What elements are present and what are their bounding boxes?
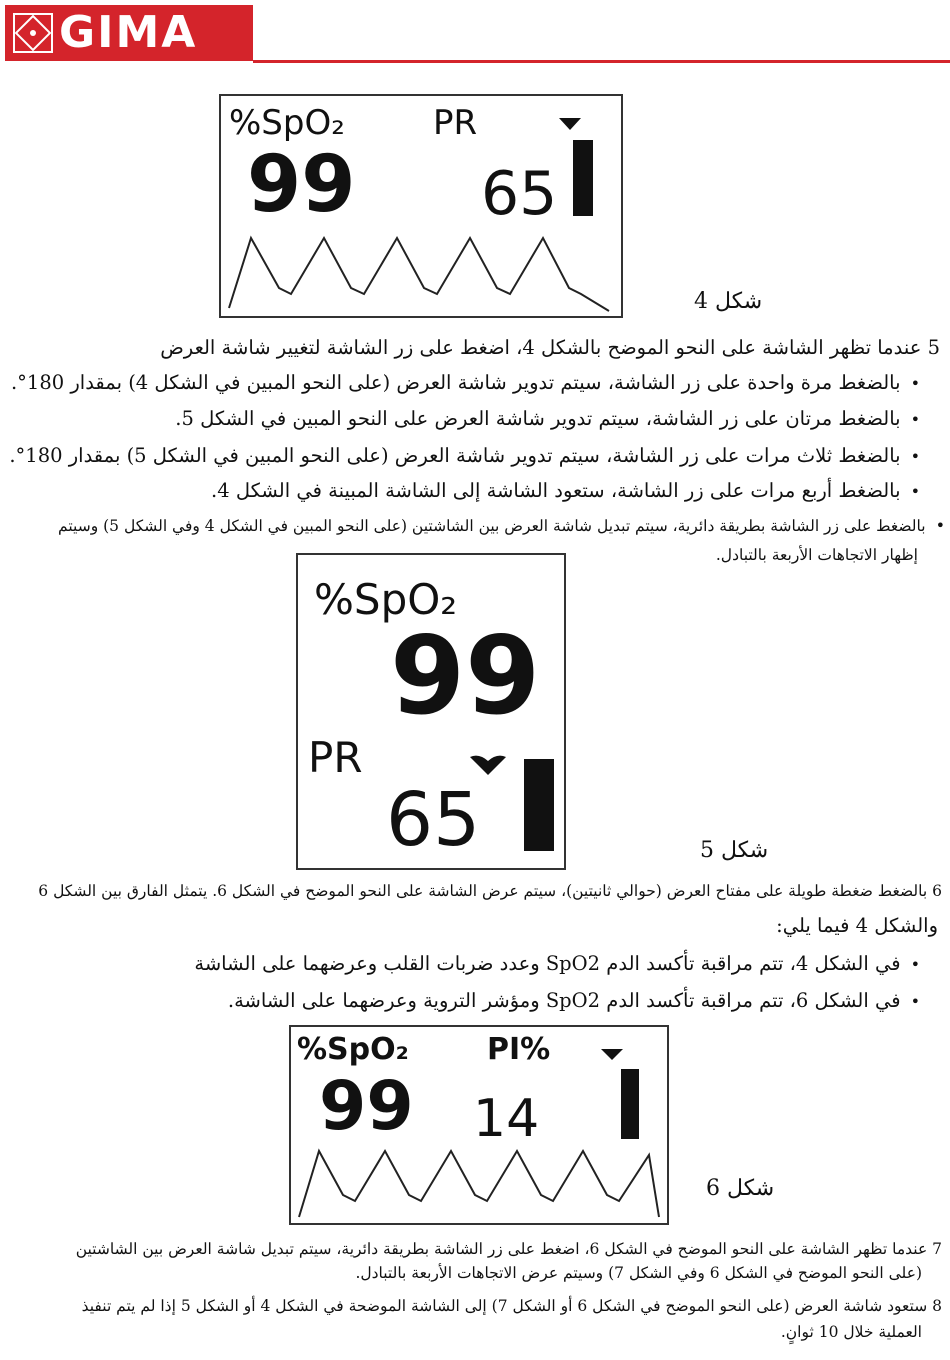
heart-icon xyxy=(470,757,506,777)
figure-6-caption: شكل 6 xyxy=(706,1176,775,1201)
figure-4-caption: شكل 4 xyxy=(694,289,763,314)
pi-label: PI% xyxy=(487,1032,551,1067)
page-header xyxy=(5,5,950,63)
step-8-text: 8 ستعود شاشة العرض (على النحو الموضح في الشكل 6 أو الشكل 7) إلى الشاشة الموضحة في الشكل 4 أو الشكل 5 إذا لم يتم تنفيذ xyxy=(81,1297,942,1315)
step-7-text-continuation: (على النحو الموضح في الشكل 6 وفي الشكل 7) وسيتم عرض الاتجاهات الأربعة بالتبادل. xyxy=(355,1264,922,1282)
step-5-text: 5 عندما تظهر الشاشة على النحو الموضح بالشكل 4، اضغط على زر الشاشة لتغيير شاشة العرض xyxy=(160,336,940,359)
step-5-bullet: • بالضغط على زر الشاشة بطريقة دائرية، سيتم تبديل شاشة العرض بين الشاشتين (على النحو المبين في الشكل 4 وفي الشكل 5) وسيتم xyxy=(58,517,945,536)
step-6-bullet: • في الشكل 4، تتم مراقبة تأكسد الدم SpO2 وعدد ضربات القلب وعرضهما على الشاشة xyxy=(194,953,920,975)
gima-logo xyxy=(5,5,253,61)
pleth-waveform xyxy=(229,236,609,311)
step-6-text-continuation: والشكل 4 فيما يلي: xyxy=(776,914,938,937)
spo2-value: 99 xyxy=(319,1067,414,1146)
figure-5-display xyxy=(296,553,566,870)
pi-value: 14 xyxy=(473,1089,540,1149)
step-6-text: 6 بالضغط ضغطة طويلة على مفتاح العرض (حوالي ثانيتين)، سيتم عرض الشاشة على النحو الموضح في الشكل 6. يتمثل الفارق بين الشكل 6 xyxy=(38,882,942,900)
step-8-text-continuation: العملية خلال 10 ثوانٍ. xyxy=(780,1323,922,1341)
spo2-label: %SpO₂ xyxy=(229,103,345,143)
step-5-bullet: • بالضغط ثلاث مرات على زر الشاشة، سيتم تدوير شاشة العرض (على النحو المبين في الشكل 5) بمقدار 180°. xyxy=(9,445,920,467)
pulse-bar xyxy=(524,759,554,851)
brand-name: GIMA xyxy=(59,7,198,58)
spo2-value: 99 xyxy=(390,614,541,739)
spo2-label: %SpO₂ xyxy=(314,575,458,624)
pr-label: PR xyxy=(433,103,478,143)
header-rule xyxy=(253,60,950,63)
step-6-bullet: • في الشكل 6، تتم مراقبة تأكسد الدم SpO2 ومؤشر التروية وعرضهما على الشاشة. xyxy=(228,990,920,1012)
figure-6-display xyxy=(289,1025,669,1225)
step-5-bullet: • بالضغط أربع مرات على زر الشاشة، ستعود الشاشة إلى الشاشة المبينة في الشكل 4. xyxy=(211,480,920,502)
heart-icon xyxy=(601,1049,623,1061)
step-5-bullet: • بالضغط مرة واحدة على زر الشاشة، سيتم تدوير شاشة العرض (على النحو المبين في الشكل 4) بمقدار 180°. xyxy=(11,372,920,394)
spo2-value: 99 xyxy=(247,140,356,230)
step-7-text: 7 عندما تظهر الشاشة على النحو الموضح في الشكل 6، اضغط على زر الشاشة بطريقة دائرية، سيتم تبديل شاشة العرض بين الشاشتين xyxy=(75,1240,942,1258)
step-5-bullet-continuation: إظهار الاتجاهات الأربعة بالتبادل. xyxy=(715,546,918,564)
pulse-bar xyxy=(621,1069,639,1139)
figure-5-caption: شكل 5 xyxy=(700,838,769,863)
step-5-bullet: • بالضغط مرتان على زر الشاشة، سيتم تدوير شاشة العرض على النحو المبين في الشكل 5. xyxy=(175,408,920,430)
figure-4-display xyxy=(219,94,623,318)
heart-icon xyxy=(559,118,581,132)
pr-value: 65 xyxy=(386,777,481,863)
pr-value: 65 xyxy=(481,159,558,229)
gima-emblem-icon xyxy=(13,13,53,53)
pulse-bar xyxy=(573,140,593,216)
spo2-label: %SpO₂ xyxy=(297,1032,409,1067)
pr-label: PR xyxy=(308,733,363,782)
pleth-waveform xyxy=(299,1149,659,1219)
